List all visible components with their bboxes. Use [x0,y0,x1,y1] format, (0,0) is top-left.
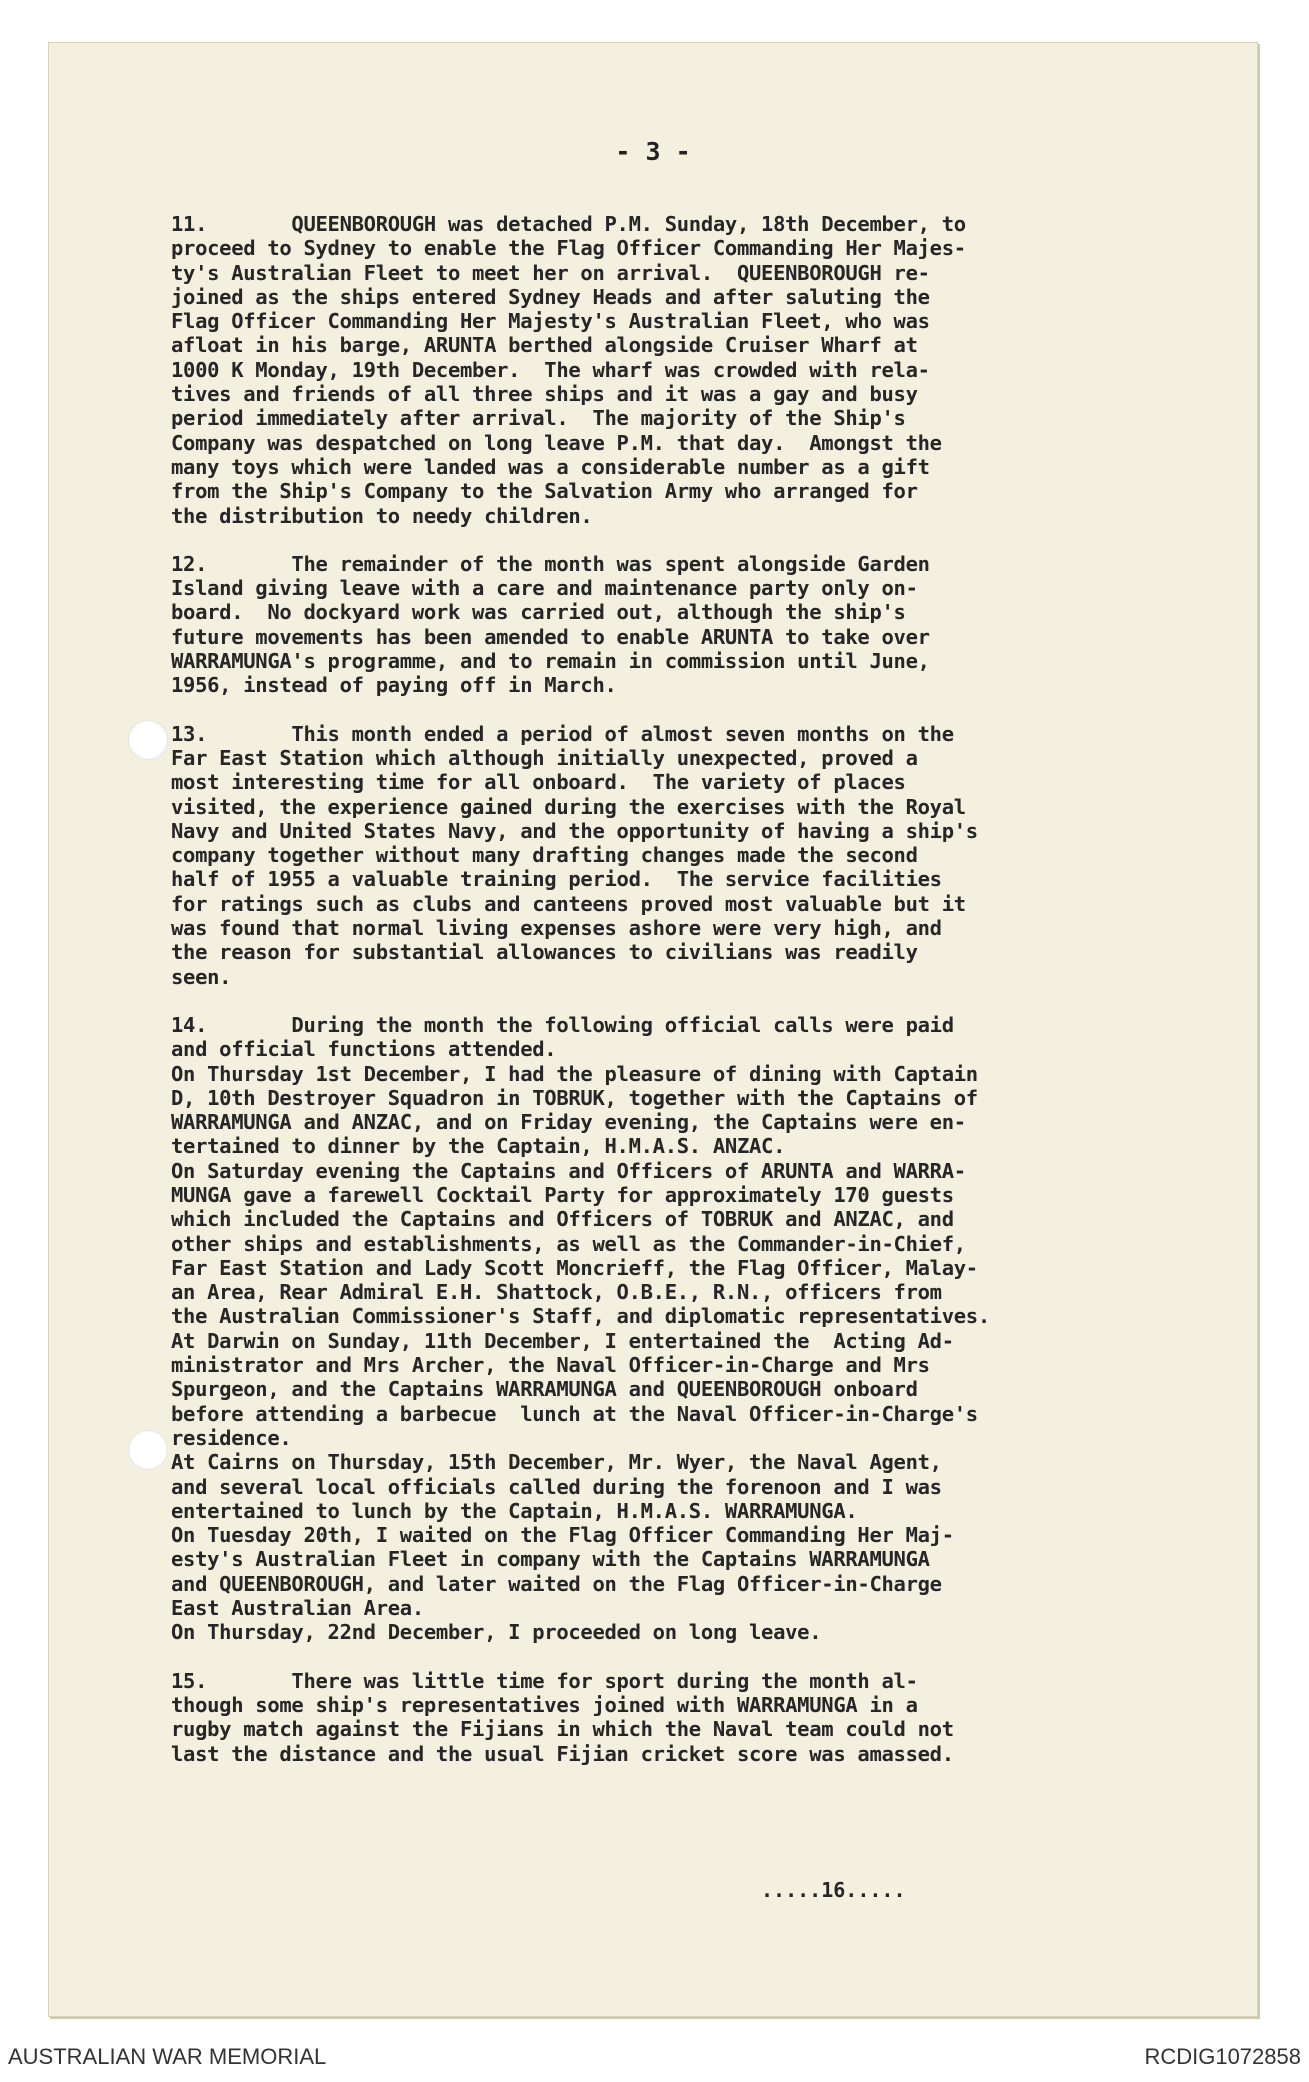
text-line: for ratings such as clubs and canteens proved most valuable but it [171,891,966,916]
text-line: 12. The remainder of the month was spent alongside Garden [171,551,930,576]
text-line: Company was despatched on long leave P.M. that day. Amongst the [171,430,942,455]
paragraph-3 [171,722,1221,989]
paragraph-2 [171,552,1221,698]
text-line: an Area, Rear Admiral E.H. Shattock, O.B.E., R.N., officers from [171,1280,942,1305]
text-line: On Tuesday 20th, I waited on the Flag Officer Commanding Her Maj- [171,1523,954,1548]
text-line: 13. This month ended a period of almost seven months on the [171,721,954,746]
text-line: On Saturday evening the Captains and Officers of ARUNTA and WARRA- [171,1158,966,1183]
text-line: the distribution to needy children. [171,503,593,528]
text-line: esty's Australian Fleet in company with the Captains WARRAMUNGA [171,1547,930,1572]
text-line: was found that normal living expenses ashore were very high, and [171,916,942,941]
text-line: the Australian Commissioner's Staff, and diplomatic representatives. [171,1304,990,1329]
text-line: Island giving leave with a care and maintenance party only on- [171,576,918,601]
text-line: At Darwin on Sunday, 11th December, I entertained the Acting Ad- [171,1328,954,1353]
text-line: Spurgeon, and the Captains WARRAMUNGA and QUEENBOROUGH onboard [171,1377,918,1402]
text-line: and official functions attended. [171,1037,557,1062]
text-line: seen. [171,964,232,989]
text-line: rugby match against the Fijians in which the Naval team could not [171,1717,954,1742]
text-line: Navy and United States Navy, and the opportunity of having a ship's [171,818,978,843]
text-line: On Thursday, 22nd December, I proceeded on long leave. [171,1620,822,1645]
text-line: East Australian Area. [171,1596,424,1621]
text-line: other ships and establishments, as well as the Commander-in-Chief, [171,1231,966,1256]
catchword: .....16..... [761,1878,906,1902]
text-line: many toys which were landed was a considerable number as a gift [171,454,930,479]
text-line: Far East Station and Lady Scott Moncrieff, the Flag Officer, Malay- [171,1255,978,1280]
text-line: the reason for substantial allowances to civilians was readily [171,940,918,965]
text-line: board. No dockyard work was carried out, although the ship's [171,600,906,625]
body-text [171,212,1221,1790]
text-line: from the Ship's Company to the Salvation Army who arranged for [171,479,918,504]
text-line: Far East Station which although initially unexpected, proved a [171,745,918,770]
document-page [48,42,1258,2017]
text-line: residence. [171,1425,292,1450]
text-line: period immediately after arrival. The majority of the Ship's [171,406,906,431]
paragraph-1 [171,212,1221,528]
page-number: - 3 - [615,137,691,166]
footer-archive-name: AUSTRALIAN WAR MEMORIAL [8,2044,327,2069]
text-line: joined as the ships entered Sydney Heads and after saluting the [171,284,930,309]
text-line: which included the Captains and Officers of TOBRUK and ANZAC, and [171,1207,954,1232]
text-line: last the distance and the usual Fijian cricket score was amassed. [171,1741,954,1766]
paragraph-4 [171,1013,1221,1645]
text-line: WARRAMUNGA's programme, and to remain in commission until June, [171,649,930,674]
text-line: 1000 K Monday, 19th December. The wharf was crowded with rela- [171,357,930,382]
text-line: On Thursday 1st December, I had the pleasure of dining with Captain [171,1061,978,1086]
paragraph-5 [171,1669,1221,1766]
text-line: most interesting time for all onboard. The variety of places [171,770,906,795]
text-line: ministrator and Mrs Archer, the Naval Officer-in-Charge and Mrs [171,1353,930,1378]
text-line: Flag Officer Commanding Her Majesty's Australian Fleet, who was [171,309,930,334]
footer-record-id: RCDIG1072858 [1144,2044,1301,2069]
text-line: ty's Australian Fleet to meet her on arrival. QUEENBOROUGH re- [171,260,930,285]
text-line: 15. There was little time for sport during the month al- [171,1668,918,1693]
text-line: 14. During the month the following official calls were paid [171,1012,954,1037]
text-line: before attending a barbecue lunch at the Naval Officer-in-Charge's [171,1401,978,1426]
text-line: though some ship's representatives joined with WARRAMUNGA in a [171,1692,918,1717]
text-line: At Cairns on Thursday, 15th December, Mr. Wyer, the Naval Agent, [171,1450,942,1475]
text-line: and QUEENBOROUGH, and later waited on the Flag Officer-in-Charge [171,1571,942,1596]
text-line: MUNGA gave a farewell Cocktail Party for approximately 170 guests [171,1182,954,1207]
text-line: D, 10th Destroyer Squadron in TOBRUK, together with the Captains of [171,1085,978,1110]
text-line: company together without many drafting changes made the second [171,843,918,868]
text-line: tives and friends of all three ships and it was a gay and busy [171,382,918,407]
punch-hole [128,1430,168,1470]
text-line: visited, the experience gained during the exercises with the Royal [171,794,966,819]
text-line: 11. QUEENBOROUGH was detached P.M. Sunday, 18th December, to [171,212,966,236]
text-line: 1956, instead of paying off in March. [171,673,617,698]
text-line: entertained to lunch by the Captain, H.M.A.S. WARRAMUNGA. [171,1498,858,1523]
text-line: WARRAMUNGA and ANZAC, and on Friday evening, the Captains were en- [171,1110,966,1135]
text-line: proceed to Sydney to enable the Flag Officer Commanding Her Majes- [171,236,966,261]
text-line: tertained to dinner by the Captain, H.M.A.S. ANZAC. [171,1134,786,1159]
text-line: and several local officials called during the forenoon and I was [171,1474,942,1499]
text-line: afloat in his barge, ARUNTA berthed alongside Cruiser Wharf at [171,333,918,358]
text-line: half of 1955 a valuable training period. The service facilities [171,867,942,892]
punch-hole [128,720,168,760]
text-line: future movements has been amended to enable ARUNTA to take over [171,624,930,649]
